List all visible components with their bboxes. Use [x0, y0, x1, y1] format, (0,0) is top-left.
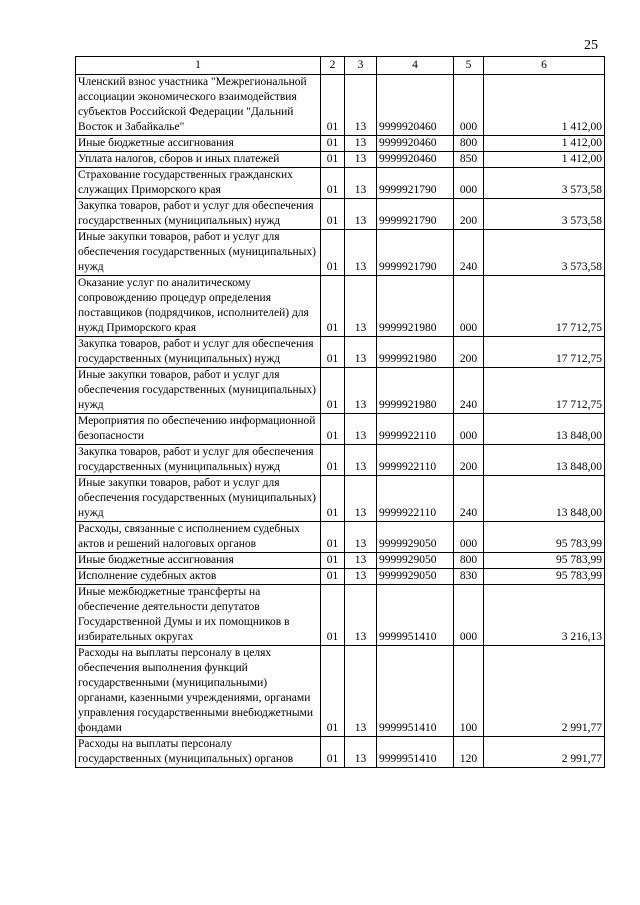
header-cell: 5 — [454, 57, 484, 75]
row-expense-type-cell: 800 — [454, 553, 484, 569]
row-expense-type-cell: 120 — [454, 737, 484, 768]
table-row — [76, 152, 605, 168]
budget-table — [75, 56, 605, 768]
row-target-article-cell: 9999921790 — [377, 168, 454, 199]
row-target-article-cell: 9999929050 — [377, 569, 454, 585]
row-section-cell: 01 — [321, 136, 345, 152]
row-subsection-cell: 13 — [345, 276, 377, 337]
row-target-article-cell: 9999922110 — [377, 445, 454, 476]
row-sum-cell: 2 991,77 — [484, 646, 605, 737]
header-cell: 2 — [321, 57, 345, 75]
row-subsection-cell: 13 — [345, 646, 377, 737]
row-name-cell: Страхование государственных гражданских служащих Приморского края — [76, 168, 321, 199]
row-target-article-cell: 9999921980 — [377, 337, 454, 368]
row-target-article-cell: 9999920460 — [377, 75, 454, 136]
row-subsection-cell: 13 — [345, 737, 377, 768]
row-target-article-cell: 9999929050 — [377, 522, 454, 553]
row-name-cell: Расходы на выплаты персоналу в целях обеспечения выполнения функций государственными (муниципальными) органами, казенными учреждениями, органами управления государственными внебюджетными фондами — [76, 646, 321, 737]
row-sum-cell: 95 783,99 — [484, 553, 605, 569]
row-sum-cell: 95 783,99 — [484, 569, 605, 585]
row-section-cell: 01 — [321, 152, 345, 168]
row-name-cell: Мероприятия по обеспечению информационной безопасности — [76, 414, 321, 445]
row-name-cell: Иные бюджетные ассигнования — [76, 136, 321, 152]
row-sum-cell: 17 712,75 — [484, 276, 605, 337]
row-expense-type-cell: 000 — [454, 414, 484, 445]
row-section-cell: 01 — [321, 737, 345, 768]
row-target-article-cell: 9999922110 — [377, 414, 454, 445]
row-section-cell: 01 — [321, 445, 345, 476]
row-target-article-cell: 9999921790 — [377, 199, 454, 230]
row-sum-cell: 3 573,58 — [484, 168, 605, 199]
header-cell: 3 — [345, 57, 377, 75]
row-expense-type-cell: 000 — [454, 168, 484, 199]
row-target-article-cell: 9999920460 — [377, 152, 454, 168]
row-sum-cell: 1 412,00 — [484, 75, 605, 136]
row-target-article-cell: 9999951410 — [377, 646, 454, 737]
row-subsection-cell: 13 — [345, 368, 377, 414]
row-target-article-cell: 9999951410 — [377, 585, 454, 646]
row-expense-type-cell: 000 — [454, 522, 484, 553]
row-sum-cell: 3 573,58 — [484, 230, 605, 276]
row-sum-cell: 13 848,00 — [484, 476, 605, 522]
row-subsection-cell: 13 — [345, 337, 377, 368]
header-cell: 1 — [76, 57, 321, 75]
row-subsection-cell: 13 — [345, 553, 377, 569]
row-section-cell: 01 — [321, 585, 345, 646]
row-subsection-cell: 13 — [345, 75, 377, 136]
row-sum-cell: 3 573,58 — [484, 199, 605, 230]
row-target-article-cell: 9999921980 — [377, 276, 454, 337]
row-section-cell: 01 — [321, 368, 345, 414]
row-subsection-cell: 13 — [345, 476, 377, 522]
row-subsection-cell: 13 — [345, 230, 377, 276]
row-sum-cell: 1 412,00 — [484, 136, 605, 152]
row-expense-type-cell: 200 — [454, 445, 484, 476]
row-name-cell: Иные бюджетные ассигнования — [76, 553, 321, 569]
row-section-cell: 01 — [321, 522, 345, 553]
row-name-cell: Закупка товаров, работ и услуг для обеспечения государственных (муниципальных) нужд — [76, 445, 321, 476]
row-target-article-cell: 9999922110 — [377, 476, 454, 522]
row-name-cell: Иные закупки товаров, работ и услуг для обеспечения государственных (муниципальных) нужд — [76, 476, 321, 522]
row-name-cell: Иные закупки товаров, работ и услуг для обеспечения государственных (муниципальных) нужд — [76, 230, 321, 276]
row-subsection-cell: 13 — [345, 136, 377, 152]
row-expense-type-cell: 000 — [454, 585, 484, 646]
row-sum-cell: 3 216,13 — [484, 585, 605, 646]
table-row — [76, 136, 605, 152]
row-section-cell: 01 — [321, 230, 345, 276]
header-cell: 6 — [484, 57, 605, 75]
table-row — [76, 368, 605, 414]
row-sum-cell: 13 848,00 — [484, 414, 605, 445]
header-cell: 4 — [377, 57, 454, 75]
table-row — [76, 569, 605, 585]
table-row — [76, 646, 605, 737]
row-expense-type-cell: 200 — [454, 337, 484, 368]
row-expense-type-cell: 100 — [454, 646, 484, 737]
row-subsection-cell: 13 — [345, 585, 377, 646]
row-subsection-cell: 13 — [345, 445, 377, 476]
row-expense-type-cell: 240 — [454, 230, 484, 276]
row-expense-type-cell: 200 — [454, 199, 484, 230]
row-name-cell: Иные межбюджетные трансферты на обеспечение деятельности депутатов Государственной Думы и их помощников в избирательных округах — [76, 585, 321, 646]
table-row — [76, 75, 605, 136]
table-row — [76, 199, 605, 230]
table-row — [76, 585, 605, 646]
table-row — [76, 276, 605, 337]
row-sum-cell: 17 712,75 — [484, 368, 605, 414]
row-sum-cell: 95 783,99 — [484, 522, 605, 553]
row-target-article-cell: 9999929050 — [377, 553, 454, 569]
table-row — [76, 414, 605, 445]
row-target-article-cell: 9999921980 — [377, 368, 454, 414]
row-target-article-cell: 9999951410 — [377, 737, 454, 768]
row-subsection-cell: 13 — [345, 199, 377, 230]
table-row — [76, 476, 605, 522]
row-subsection-cell: 13 — [345, 569, 377, 585]
table-row — [76, 553, 605, 569]
row-name-cell: Закупка товаров, работ и услуг для обеспечения государственных (муниципальных) нужд — [76, 337, 321, 368]
row-subsection-cell: 13 — [345, 168, 377, 199]
row-name-cell: Уплата налогов, сборов и иных платежей — [76, 152, 321, 168]
row-name-cell: Закупка товаров, работ и услуг для обеспечения государственных (муниципальных) нужд — [76, 199, 321, 230]
row-section-cell: 01 — [321, 337, 345, 368]
row-expense-type-cell: 800 — [454, 136, 484, 152]
row-subsection-cell: 13 — [345, 522, 377, 553]
table-row — [76, 737, 605, 768]
row-target-article-cell: 9999921790 — [377, 230, 454, 276]
row-section-cell: 01 — [321, 569, 345, 585]
row-section-cell: 01 — [321, 476, 345, 522]
page-number: 25 — [584, 38, 598, 53]
row-section-cell: 01 — [321, 553, 345, 569]
row-sum-cell: 2 991,77 — [484, 737, 605, 768]
table-row — [76, 337, 605, 368]
row-expense-type-cell: 850 — [454, 152, 484, 168]
table-row — [76, 522, 605, 553]
row-name-cell: Иные закупки товаров, работ и услуг для обеспечения государственных (муниципальных) нужд — [76, 368, 321, 414]
row-section-cell: 01 — [321, 168, 345, 199]
row-sum-cell: 17 712,75 — [484, 337, 605, 368]
row-subsection-cell: 13 — [345, 414, 377, 445]
row-sum-cell: 1 412,00 — [484, 152, 605, 168]
row-name-cell: Членский взнос участника "Межрегиональной ассоциации экономического взаимодействия субъектов Российской Федерации "Дальний Восток и Забайкалье" — [76, 75, 321, 136]
row-name-cell: Расходы, связанные с исполнением судебных актов и решений налоговых органов — [76, 522, 321, 553]
row-section-cell: 01 — [321, 276, 345, 337]
row-section-cell: 01 — [321, 414, 345, 445]
table-row — [76, 445, 605, 476]
row-expense-type-cell: 240 — [454, 476, 484, 522]
row-sum-cell: 13 848,00 — [484, 445, 605, 476]
row-name-cell: Расходы на выплаты персоналу государственных (муниципальных) органов — [76, 737, 321, 768]
table-row — [76, 168, 605, 199]
row-section-cell: 01 — [321, 646, 345, 737]
row-section-cell: 01 — [321, 75, 345, 136]
row-expense-type-cell: 000 — [454, 75, 484, 136]
row-name-cell: Оказание услуг по аналитическому сопровождению процедур определения поставщиков (подрядчиков, исполнителей) для нужд Приморского края — [76, 276, 321, 337]
row-expense-type-cell: 000 — [454, 276, 484, 337]
header-row — [76, 57, 605, 75]
row-subsection-cell: 13 — [345, 152, 377, 168]
row-expense-type-cell: 240 — [454, 368, 484, 414]
row-expense-type-cell: 830 — [454, 569, 484, 585]
row-name-cell: Исполнение судебных актов — [76, 569, 321, 585]
table-row — [76, 230, 605, 276]
row-section-cell: 01 — [321, 199, 345, 230]
row-target-article-cell: 9999920460 — [377, 136, 454, 152]
